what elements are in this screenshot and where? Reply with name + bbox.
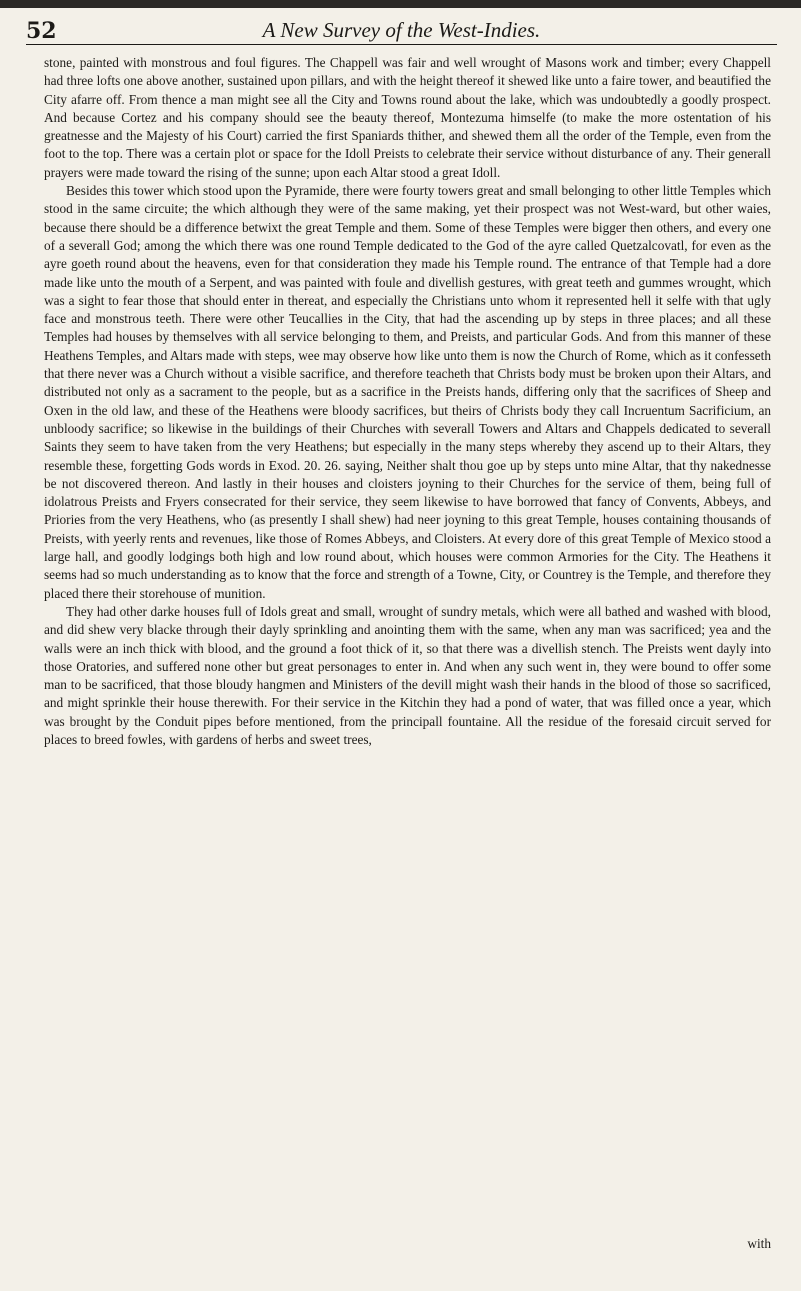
- running-head: [26, 18, 777, 43]
- catchword: with: [747, 1236, 771, 1251]
- body-text: [44, 54, 771, 749]
- running-head-title: A New Survey of the: [262, 18, 433, 42]
- paragraph-1: stone, painted with monstrous and foul figures. The Chappell was fair and well wrought of Masons work and timber; every Chappell had three lofts one above another, sustained upon pillars, and with the height thereof it shewed like unto a faire tower, and beautified the City afarre off. From thence a man might see all the City and Towns round about the lake, which was undoubtedly a goodly prospect. And because Cortez and his company should see the beauty thereof, Montezuma himselfe (to make the more ostentation of his greatnesse and the Majesty of his Court) carried the first Spaniards thither, and shewed them all the order of the Temple, even from the foot to the top. There was a certain plot or space for the Idoll Preists to celebrate their service without disturbance of any. Their generall prayers were made toward the rising of the sunne; upon each Altar stood a great Idoll.: [44, 55, 771, 180]
- page-header: [26, 16, 777, 45]
- paragraph-3: They had other darke houses full of Idols great and small, wrought of sundry metals, which were all bathed and washed with blood, and did shew very blacke through their dayly sprinkling and anointing them with the same, when any man was sacrificed; yea and the walls were an inch thick with blood, and the ground a foot thick of it, so that there was a divellish stench. The Preists went dayly into those Oratories, and suffered none other but great personages to enter in. And when any such went in, they were bound to offer some man to be sacrificed, that those bloudy hangmen and Ministers of the devill might wash their hands in the blood of those so sacrificed, and might sprinkle their house therewith. For their service in the Kitchin they had a pond of water, that was filled once a year, which was brought by the Conduit pipes before mentioned, from the principall fountaine. All the residue of the foresaid circuit served for places to breed fowles, with gardens of herbs and sweet trees,: [44, 603, 771, 747]
- running-head-region: West-Indies.: [437, 18, 541, 42]
- paragraph-2: Besides this tower which stood upon the Pyramide, there were fourty towers great and small belonging to other little Temples which stood in the same circuite; the which although they were of the same making, yet their prospect was not West-ward, but other waies, because there should be a difference betwixt the great Temple and them. Some of these Temples were bigger then others, and every one of a severall God; among the which there was one round Temple dedicated to the God of the ayre called Quetzalcovatl, for even as the ayre goeth round about the heavens, even for that consideration they made his Temple round. The entrance of that Temple had a dore made like unto the mouth of a Serpent, and was painted with foule and divellish gestures, with great teeth and gummes wrought, which was a sight to fear those that should enter in thereat, and especially the Christians unto whom it represented hell it selfe with that ugly face and monstrous teeth. There were other Teucallies in the City, that had the ascending up by steps in three places; and all these Temples had houses by themselves with all service belonging to them, and Preists, and particular Gods. And from this manner of these Heathens Temples, and Altars made with steps, wee may observe how like unto them is now the Church of Rome, which as it confesseth that there never was a Church without a visible sacrifice, and therefore teacheth that Christs body must be broken upon their Altars, and distributed not only as a sacrament to the people, but as a sacrifice in the Preists hands, differing only that the sacrifices of Sheep and Oxen in the old law, and these of the Heathens were bloody sacrifices, but theirs of Christs body they call Incruentum Sacrificium, an unbloody sacrifice; so likewise in the buildings of their Churches with severall Towers and Altars and Chappels dedicated to severall Saints they seem to have taken from the very Heathens; but especially in the many steps whereby they ascend up to their Altars, they resemble these, forgetting Gods words in Exod. 20. 26. saying, Neither shalt thou goe up by steps unto mine Altar, that thy nakednesse be not discovered thereon. And lastly in their houses and cloisters joyning to their Churches for the service of them, being full of idolatrous Preists and Fryers consecrated for their service, they seem likewise to have borrowed that fancy of Convents, Abbeys, and Priories from the very Heathens, who (as presently I shall shew) had neer joyning to this great Temple, houses containing thousands of Preists, with yeerly rents and revenues, like those of Romes Abbeys, and Cloisters. At every dore of this great Temple of Mexico stood a large hall, and goodly lodgings both high and low round about, which houses were common Armories for the City. The Heathens it seems had so much understanding as to know that the force and strength of a Towne, City, or Countrey is the Temple, and therefore they placed there their storehouse of munition.: [44, 183, 771, 601]
- page-number: 52: [26, 18, 57, 44]
- top-rule: [0, 0, 801, 8]
